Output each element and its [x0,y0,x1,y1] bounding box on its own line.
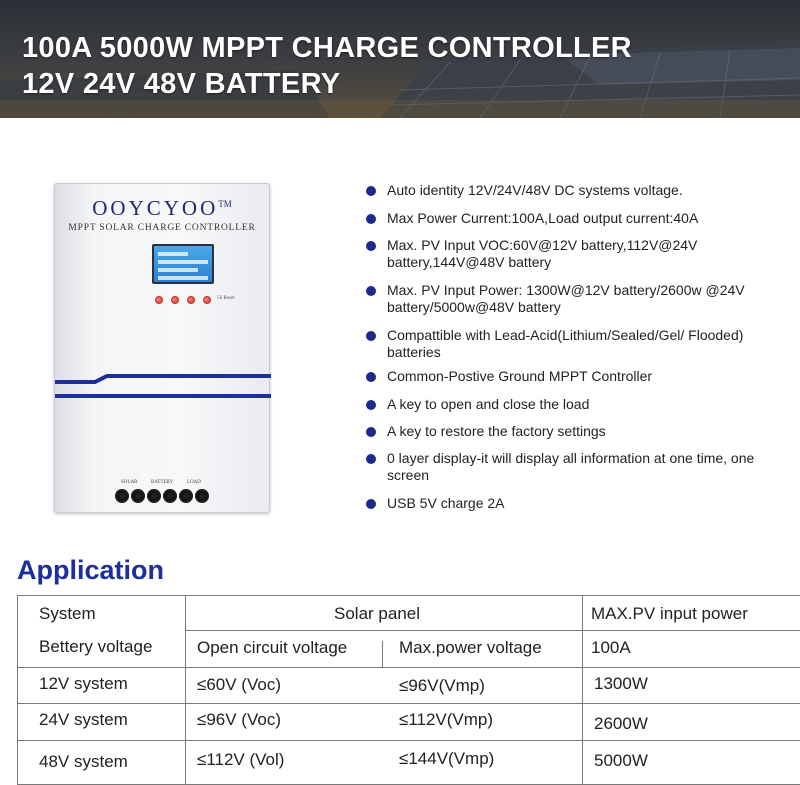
terminal-icon [115,489,129,503]
feature-item [366,182,786,199]
table-row-vmp: ≤144V(Vmp) [399,749,495,768]
up-button-icon [171,296,179,304]
feature-item [366,423,786,440]
lcd-display [152,244,214,284]
bullet-icon [366,372,376,382]
table-divider [382,641,383,667]
load-button-icon [203,296,211,304]
bullet-icon [366,499,376,509]
table-divider [17,703,800,704]
device-stripes [55,374,271,414]
terminal-label-battery: BATTERY [151,480,174,485]
table-row-power: 5000W [594,751,648,770]
banner-title [22,30,632,102]
subheader-max-power-voltage: Max.power voltage [399,638,542,657]
terminal-icon [163,489,177,503]
table-divider [582,595,583,785]
device-brand [55,196,269,221]
feature-text: Common-Postive Ground MPPT Controller [387,368,653,384]
header-banner [0,0,800,118]
table-row-power: 1300W [594,674,648,693]
table-divider [185,595,186,785]
reset-label: 5S Reset [217,296,235,301]
application-table [17,595,800,785]
terminal-icon [179,489,193,503]
subheader-open-circuit: Open circuit voltage [197,638,348,657]
feature-text: 0 layer display-it will display all information at one time, one screen [387,450,755,483]
device-brand-text: OOYCYOO [92,196,219,220]
banner-title-line1: 100A 5000W MPPT CHARGE CONTROLLER [22,32,632,64]
feature-text: USB 5V charge 2A [387,495,505,511]
terminal-label-solar: SOLAR [121,480,138,485]
down-button-icon [187,296,195,304]
table-row-voc: ≤112V (Vol) [197,750,285,769]
feature-item [366,450,786,484]
table-row-system: 12V system [39,674,128,693]
bullet-icon [366,241,376,251]
bullet-icon [366,331,376,341]
table-row-system: 48V system [39,752,128,771]
table-row-voc: ≤96V (Voc) [197,710,281,729]
charge-controller-device [54,183,270,513]
feature-text: A key to restore the factory settings [387,423,606,439]
header-max-pv: MAX.PV input power [591,604,748,623]
bullet-icon [366,286,376,296]
table-border [17,595,18,785]
application-title: Application [17,555,164,585]
terminal-icon [147,489,161,503]
table-divider [17,740,800,741]
table-row-voc: ≤60V (Voc) [197,675,281,694]
bullet-icon [366,454,376,464]
table-row-vmp: ≤96V(Vmp) [399,676,485,695]
feature-text: Max Power Current:100A,Load output current:40A [387,210,699,226]
table-row-vmp: ≤112V(Vmp) [399,710,494,729]
feature-text: Compattible with Lead-Acid(Lithium/Sealed/Gel/ Flooded) batteries [387,327,744,360]
terminal-icon [195,489,209,503]
terminal-label-load: LOAD [187,480,201,485]
feature-item [366,396,786,413]
feature-text: Max. PV Input Power: 1300W@12V battery/2600w @24V battery/5000w@48V battery [387,282,745,315]
bullet-icon [366,427,376,437]
header-solar-panel: Solar panel [334,604,421,623]
device-model-text: MPPT SOLAR CHARGE CONTROLLER [68,223,256,233]
control-buttons [155,296,265,312]
header-system: System [39,604,96,623]
subheader-current: 100A [591,638,631,657]
table-border [17,595,800,596]
menu-button-icon [155,296,163,304]
feature-text: Auto identity 12V/24V/48V DC systems voltage. [387,182,683,198]
table-divider [17,667,800,668]
table-row-system: 24V system [39,710,128,729]
feature-item [366,210,786,227]
table-row-power: 2600W [594,714,648,733]
terminal-block [115,480,215,510]
bullet-icon [366,186,376,196]
bullet-icon [366,214,376,224]
feature-text: A key to open and close the load [387,396,590,412]
feature-item [366,495,786,512]
terminal-icon [131,489,145,503]
subheader-battery-voltage: Bettery voltage [39,637,153,656]
bullet-icon [366,400,376,410]
table-divider [185,630,800,631]
feature-text: Max. PV Input VOC:60V@12V battery,112V@24V battery,144V@48V battery [387,237,698,270]
trademark-mark: TM [218,199,232,209]
feature-item [366,282,766,316]
banner-title-line2: 12V 24V 48V BATTERY [22,68,341,100]
feature-item [366,237,766,271]
feature-item [366,368,786,385]
feature-item [366,327,751,361]
